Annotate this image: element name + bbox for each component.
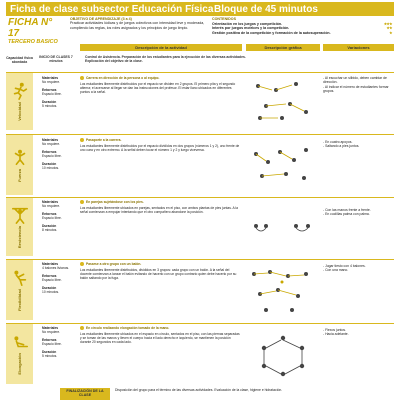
activity-icon xyxy=(80,76,84,80)
ficha-label xyxy=(8,17,64,45)
objetivo-text: Practicar actividades lúdicas y de juegos colectivos con intensidad leve y moderada, cumpliendo las reglas, los roles asignados y los principios de juego limpio. xyxy=(70,21,205,30)
activity-diagram xyxy=(246,328,320,382)
variaciones: - Al escuchar un silbido, deben cambiar de dirección. - Al indicar el número de estudiantes formar grupos. xyxy=(323,76,389,94)
activity-description: Pasaporte a la carrera. Los estudiantes libremente distribuidos por el espacio divididos en dos grupos (números 1 y 2), uno frente de uno cara y en otro extremo. A la señal deben tocar el número 1 y 2 y luego viceversa. xyxy=(80,138,240,153)
activity-icon xyxy=(80,200,84,204)
activity-description: En parejas sujetándose con los pies. Los estudiantes libremente ubicados en parejas, sentados en el piso, con ambos plantas de pies juntas. A la señal comienzan a empujar intentando que el otro compañero abandone la posición. xyxy=(80,200,238,215)
activity-diagram xyxy=(246,204,320,248)
materiales: Materiales No requiere. Entornos Espacio libre. Duración 5 minutos. xyxy=(42,326,62,358)
column-header-graf: Descripción gráfica xyxy=(246,44,320,51)
activity-diagram xyxy=(246,140,320,190)
objetivo-heading: OBJETIVO DE APRENDIZAJE (3 a 4) xyxy=(70,17,132,21)
materiales: Materiales No requiere. Entornos Espacio libre. Duración 10 minutos. xyxy=(42,138,62,170)
variaciones: - Flexos juntos. - Hacia adelante. xyxy=(323,328,349,337)
activity-diagram xyxy=(246,264,320,318)
finalizacion-label: FINALIZACIÓN DE LA CLASE xyxy=(60,388,110,400)
variaciones: - En cuatro apoyos. - Saltando a pies juntos. xyxy=(323,140,360,149)
contenidos-section xyxy=(212,17,392,35)
contenidos-heading: CONTENIDOS xyxy=(212,17,236,21)
sidebar-capacidad: Fuerza xyxy=(6,135,33,195)
control-text: Control de Asistencia. Preparación de los estudiantes para la ejecución de las diversas actividades. Explicación del objetivo de la clase. xyxy=(85,55,246,64)
activity-diagram xyxy=(246,76,320,126)
ficha-number: FICHA N° 17 xyxy=(8,17,53,39)
activity-icon xyxy=(80,138,84,142)
capacidad-label: Capacidad física abordada xyxy=(6,56,33,64)
ficha-grade: TERCERO BASICO xyxy=(8,39,58,45)
stars-icon: ★★ xyxy=(386,26,392,31)
column-header-desc: Descripción de la actividad xyxy=(80,44,242,51)
materiales: Materiales No requiere. Entornos Espacio libre. Duración 5 minutos. xyxy=(42,76,62,108)
contenido-item: Interés por juegos motrices y la competición. ★★ xyxy=(212,26,392,31)
activity-description: En círculo realizando elongación tomado de la mano. Los estudiantes libremente ubicados en el espacio en círculo, sentados en el piso, con las piernas separadas y se toman de las manos y lleven el cuerpo hacia el lado derecho e izquierdo, se mantienen la posición durante 20 segundos en cada lado. xyxy=(80,326,240,345)
title-bar xyxy=(6,2,394,16)
finalizacion-text: Disposición del grupo para el término de las diversas actividades. Evaluación de la clase, higiene e hidratación. xyxy=(115,388,283,392)
page-title: Ficha de clase subsector Educación Física xyxy=(10,3,214,15)
contenido-item: Gestión positiva de la competición y formación de la autosuperación. ★ xyxy=(212,30,392,35)
duration-title: Bloque de 45 minutos xyxy=(214,3,318,15)
contenido-item: Orientación en los juegos y competición. ★★★ xyxy=(212,21,392,26)
activity-icon xyxy=(80,326,84,330)
variaciones: - Con las manos frente a frente. - En cuclillas palma con palma. xyxy=(323,208,371,217)
materiales: Materiales 4 balones livianos. Entornos Espacio libre. Duración 10 minutos. xyxy=(42,262,70,294)
sidebar-capacidad: Resistencia xyxy=(6,198,33,256)
sidebar-capacidad: Elongación xyxy=(6,324,33,384)
objetivo-section xyxy=(70,17,210,30)
activity-icon xyxy=(80,262,84,266)
variaciones: - Jugar tiesto con 4 balones. - Con una mano. xyxy=(323,264,366,273)
stars-icon: ★ xyxy=(389,30,392,35)
activity-description: Carrera en dirección de la persona o al equipo. Los estudiantes libremente distribuidos por el espacio se dividen en 2 grupos. El primero pita y el segundo alterna; el acercarse al llegar se dan las instrucciones del profesor. El estar llano ubicados en diferentes puntos a la señal. xyxy=(80,76,236,95)
sidebar-capacidad: Velocidad xyxy=(6,73,33,130)
stars-icon: ★★★ xyxy=(383,21,392,26)
materiales: Materiales No requiere. Entornos Espacio libre. Duración 8 minutos. xyxy=(42,200,62,232)
sidebar-capacidad: Flexibilidad xyxy=(6,260,33,320)
column-header-var: Variaciones xyxy=(323,44,394,51)
activity-description: Pasarse a otro grupo con un balón. Los estudiantes libremente distribuidos, divididos en 3 grupos: cada grupo con un balón. A la señal del docente comienzan a lanzar el balón evitando de hacerlo con un grupo contrario quien debe hacerlo por su balón saltando por la fuga. xyxy=(80,262,237,281)
inicio-label: INICIO DE CLASES 7 minutos xyxy=(39,55,73,63)
